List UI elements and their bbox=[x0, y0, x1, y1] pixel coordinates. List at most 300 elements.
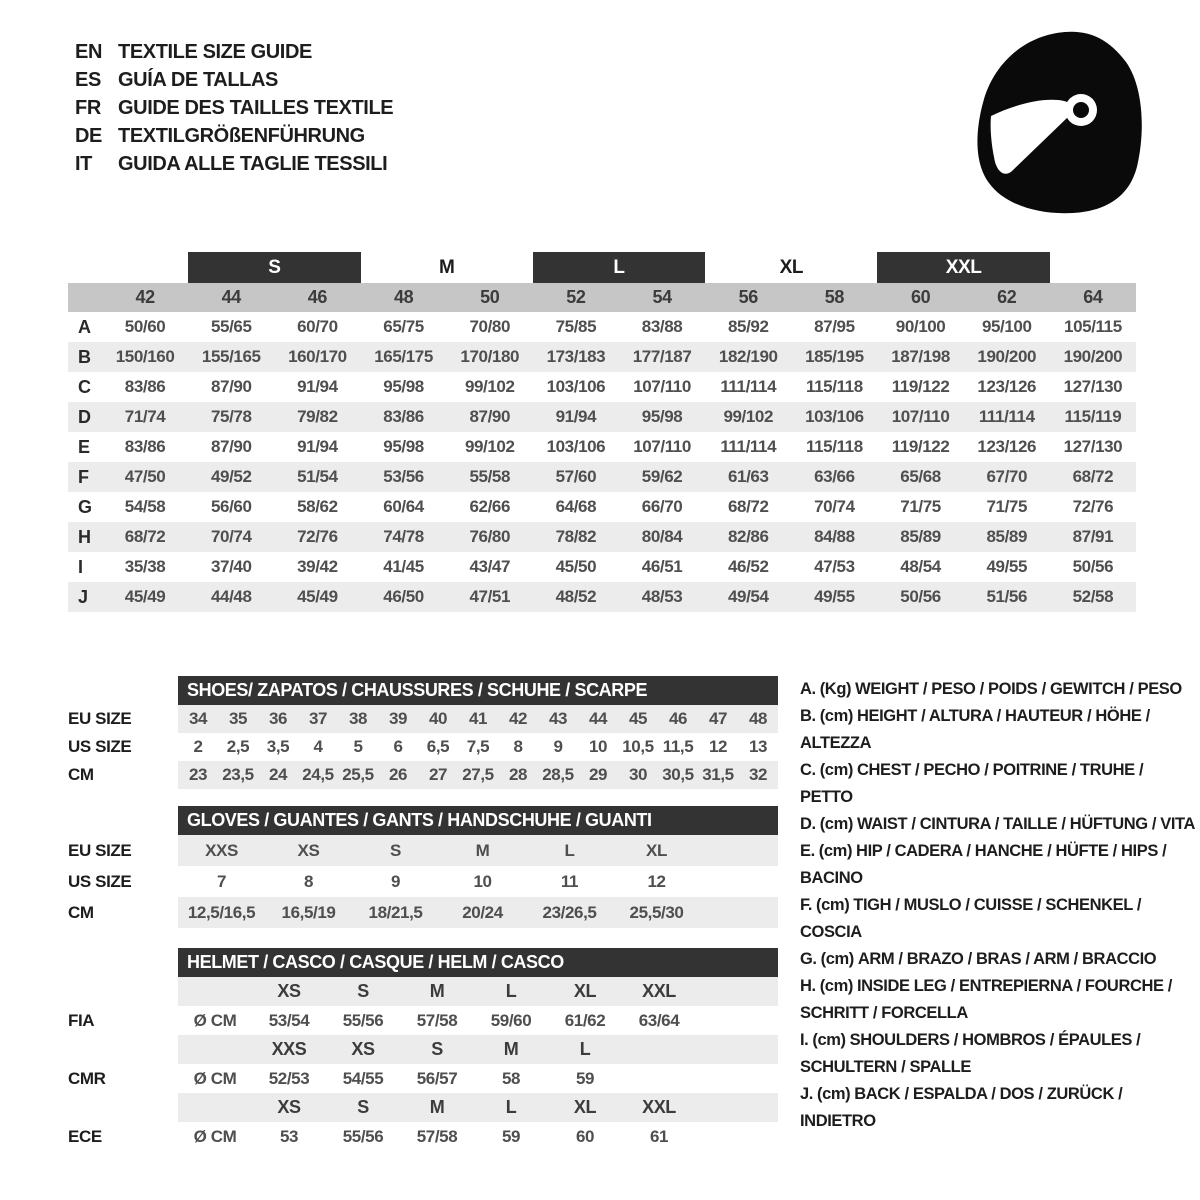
table-row bbox=[68, 402, 1136, 432]
size-value-cell: 54/58 bbox=[124, 497, 166, 516]
shoes-table-title: SHOES/ ZAPATOS / CHAUSSURES / SCHUHE / SCARPE bbox=[178, 676, 778, 705]
shoe-size-cell: 2 bbox=[193, 737, 203, 756]
shoe-size-cell: 28,5 bbox=[542, 765, 574, 784]
helmet-size-label: XS bbox=[277, 981, 301, 1001]
helmet-size-label: L bbox=[579, 1039, 591, 1059]
language-code: IT bbox=[75, 152, 92, 175]
table-row bbox=[68, 733, 778, 761]
size-value-cell: 48/53 bbox=[641, 587, 683, 606]
size-value-cell: 115/119 bbox=[1064, 407, 1122, 426]
size-value-cell: 85/89 bbox=[986, 527, 1028, 546]
size-label-s: S bbox=[188, 252, 360, 283]
size-value-cell: 91/94 bbox=[555, 407, 597, 426]
shoe-size-cell: 45 bbox=[628, 709, 648, 728]
table-row bbox=[68, 761, 778, 789]
size-value-cell: 127/130 bbox=[1063, 377, 1123, 396]
size-value-cell: 68/72 bbox=[727, 497, 769, 516]
size-value-cell: 78/82 bbox=[555, 527, 597, 546]
size-value-cell: 95/98 bbox=[383, 377, 424, 396]
size-value-cell: 67/70 bbox=[986, 467, 1028, 486]
size-value-cell: 49/55 bbox=[814, 587, 855, 606]
shoe-size-cell: 34 bbox=[188, 709, 208, 728]
glove-size-cell: XXS bbox=[205, 840, 238, 860]
size-value-cell: 39/42 bbox=[297, 557, 338, 576]
row-label-cm: CM bbox=[68, 902, 94, 922]
size-value-cell: 72/76 bbox=[297, 527, 338, 546]
textile-size-table bbox=[68, 252, 1136, 612]
size-value-cell: 70/80 bbox=[469, 317, 511, 336]
size-value-cell: 63/66 bbox=[814, 467, 855, 486]
size-value-cell: 82/86 bbox=[727, 527, 769, 546]
size-value-cell: 44/48 bbox=[210, 587, 252, 606]
language-code: ES bbox=[75, 68, 101, 91]
size-value-cell: 47/51 bbox=[469, 587, 511, 606]
helmet-size-label: L bbox=[505, 1097, 517, 1117]
size-value-cell: 95/100 bbox=[981, 317, 1032, 336]
helmet-size-cell: 59/60 bbox=[490, 1010, 532, 1030]
size-value-cell: 107/110 bbox=[633, 377, 691, 396]
legend-key: E. bbox=[800, 842, 815, 860]
size-value-cell: 107/110 bbox=[633, 437, 691, 456]
helmet-size-cell: 57/58 bbox=[416, 1010, 458, 1030]
gloves-table bbox=[68, 806, 778, 928]
row-values bbox=[178, 866, 778, 897]
helmet-size-cell: 58 bbox=[501, 1068, 521, 1088]
shoes-table bbox=[68, 676, 778, 789]
measure-letter-cell: E bbox=[78, 436, 90, 457]
size-value-cell: 61/63 bbox=[727, 467, 769, 486]
table-row bbox=[68, 492, 1136, 522]
shoe-size-cell: 32 bbox=[748, 765, 768, 784]
measurement-rows bbox=[68, 312, 1136, 612]
size-value-cell: 66/70 bbox=[641, 497, 683, 516]
legend-unit: (cm) bbox=[819, 761, 853, 779]
language-title: TEXTILGRÖßENFÜHRUNG bbox=[118, 124, 365, 147]
legend-key: D. bbox=[800, 815, 816, 833]
size-value-cell: 83/86 bbox=[383, 407, 424, 426]
legend-text: BACK / ESPALDA / DOS / ZURÜCK / INDIETRO bbox=[800, 1085, 1123, 1130]
legend-text: HEIGHT / ALTURA / HAUTEUR / HÖHE / ALTEZZA bbox=[800, 707, 1150, 752]
size-value-cell: 170/180 bbox=[460, 347, 520, 366]
helmet-table bbox=[68, 948, 778, 1151]
helmet-size-cell: 53/54 bbox=[268, 1010, 310, 1030]
shoe-size-cell: 47 bbox=[708, 709, 728, 728]
helmet-size-label: S bbox=[431, 1039, 443, 1059]
helmet-size-label: M bbox=[429, 1097, 445, 1117]
table-row bbox=[68, 705, 778, 733]
size-value-cell: 68/72 bbox=[124, 527, 166, 546]
language-title: GUIDE DES TAILLES TEXTILE bbox=[118, 96, 394, 119]
glove-size-cell: 20/24 bbox=[462, 902, 503, 922]
legend-unit: (Kg) bbox=[819, 680, 852, 698]
shoe-size-cell: 10 bbox=[588, 737, 608, 756]
helmet-size-label: XL bbox=[573, 981, 597, 1001]
legend-key: C. bbox=[800, 761, 816, 779]
size-value-cell: 58/62 bbox=[297, 497, 338, 516]
size-value-cell: 51/54 bbox=[297, 467, 338, 486]
size-value-cell: 71/75 bbox=[900, 497, 941, 516]
euro-size-cell: 58 bbox=[824, 287, 845, 307]
size-value-cell: 83/86 bbox=[124, 437, 166, 456]
size-value-cell: 95/98 bbox=[383, 437, 424, 456]
shoe-size-cell: 46 bbox=[668, 709, 688, 728]
size-value-cell: 60/64 bbox=[383, 497, 424, 516]
measure-letter-cell: H bbox=[78, 526, 91, 547]
glove-size-cell: XS bbox=[297, 840, 320, 860]
table-row bbox=[68, 462, 1136, 492]
row-values bbox=[178, 1064, 778, 1093]
language-row bbox=[75, 122, 393, 150]
size-value-cell: 75/85 bbox=[555, 317, 597, 336]
language-row bbox=[75, 66, 393, 94]
legend-text: INSIDE LEG / ENTREPIERNA / FOURCHE / SCHRITT / FORCELLA bbox=[800, 977, 1172, 1022]
size-value-cell: 57/60 bbox=[555, 467, 597, 486]
size-value-cell: 50/60 bbox=[124, 317, 166, 336]
size-value-cell: 51/56 bbox=[986, 587, 1028, 606]
table-row bbox=[68, 1093, 778, 1122]
row-label-eu-size: EU SIZE bbox=[68, 840, 132, 860]
size-header-row bbox=[68, 252, 1136, 283]
size-value-cell: 55/58 bbox=[469, 467, 511, 486]
row-label-us-size: US SIZE bbox=[68, 871, 132, 891]
legend-key: B. bbox=[800, 707, 816, 725]
size-value-cell: 165/175 bbox=[374, 347, 433, 366]
helmet-size-cell: 52/53 bbox=[268, 1068, 310, 1088]
shoe-size-cell: 40 bbox=[428, 709, 448, 728]
size-value-cell: 60/70 bbox=[297, 317, 338, 336]
shoe-size-cell: 10,5 bbox=[622, 737, 654, 756]
shoe-size-cell: 48 bbox=[748, 709, 768, 728]
helmet-size-cell: 55/56 bbox=[342, 1126, 384, 1146]
shoe-size-cell: 9 bbox=[553, 737, 563, 756]
table-row bbox=[68, 1006, 778, 1035]
size-value-cell: 115/118 bbox=[806, 437, 863, 456]
euro-size-band bbox=[68, 283, 1136, 312]
size-value-cell: 45/50 bbox=[555, 557, 597, 576]
legend-item bbox=[800, 1027, 1200, 1081]
helmet-size-label: XXL bbox=[642, 981, 676, 1001]
size-value-cell: 47/53 bbox=[814, 557, 855, 576]
size-value-cell: 185/195 bbox=[805, 347, 864, 366]
table-row bbox=[68, 835, 778, 866]
legend-unit: (cm) bbox=[819, 815, 853, 833]
size-value-cell: 150/160 bbox=[115, 347, 175, 366]
row-label-cmr: CMR bbox=[68, 1068, 106, 1088]
legend-key: A. bbox=[800, 680, 816, 698]
legend-item bbox=[800, 1081, 1200, 1135]
size-value-cell: 55/65 bbox=[210, 317, 252, 336]
legend-key: F. bbox=[800, 896, 813, 914]
shoe-size-cell: 2,5 bbox=[226, 737, 250, 756]
size-value-cell: 83/88 bbox=[641, 317, 683, 336]
legend-key: J. bbox=[800, 1085, 813, 1103]
glove-size-cell: 12,5/16,5 bbox=[187, 902, 256, 922]
shoe-size-cell: 6,5 bbox=[426, 737, 450, 756]
size-value-cell: 46/50 bbox=[383, 587, 424, 606]
size-value-cell: 74/78 bbox=[383, 527, 424, 546]
legend-text: SHOULDERS / HOMBROS / ÉPAULES / SCHULTERN / SPALLE bbox=[800, 1031, 1141, 1076]
size-value-cell: 68/72 bbox=[1072, 467, 1114, 486]
size-value-cell: 53/56 bbox=[383, 467, 424, 486]
size-value-cell: 87/90 bbox=[210, 437, 252, 456]
shoe-size-cell: 8 bbox=[513, 737, 523, 756]
shoe-size-cell: 4 bbox=[313, 737, 323, 756]
legend-key: G. bbox=[800, 950, 817, 968]
glove-size-cell: 12 bbox=[647, 871, 666, 891]
legend-item bbox=[800, 892, 1200, 946]
glove-size-cell: 18/21,5 bbox=[368, 902, 423, 922]
helmet-size-cell: 56/57 bbox=[416, 1068, 458, 1088]
row-label-eu-size: EU SIZE bbox=[68, 709, 132, 728]
helmet-size-cell: 60 bbox=[575, 1126, 595, 1146]
size-value-cell: 43/47 bbox=[469, 557, 511, 576]
language-row bbox=[75, 94, 393, 122]
helmet-size-band bbox=[178, 1093, 778, 1122]
size-value-cell: 99/102 bbox=[723, 407, 774, 426]
shoe-size-cell: 23,5 bbox=[222, 765, 254, 784]
table-row bbox=[68, 312, 1136, 342]
legend-text: WEIGHT / PESO / POIDS / GEWITCH / PESO bbox=[855, 680, 1182, 698]
euro-size-cell: 64 bbox=[1083, 287, 1103, 307]
size-value-cell: 111/114 bbox=[720, 377, 777, 396]
size-value-cell: 37/40 bbox=[210, 557, 252, 576]
language-code: EN bbox=[75, 40, 102, 63]
measure-letter-cell: B bbox=[78, 346, 91, 367]
table-row bbox=[68, 432, 1136, 462]
legend-item bbox=[800, 703, 1200, 757]
size-label-l: L bbox=[533, 252, 705, 283]
size-value-cell: 85/92 bbox=[727, 317, 769, 336]
shoe-size-cell: 13 bbox=[748, 737, 768, 756]
euro-size-cell: 62 bbox=[997, 287, 1017, 307]
glove-size-cell: 7 bbox=[216, 871, 227, 891]
legend-item bbox=[800, 973, 1200, 1027]
shoe-size-cell: 24,5 bbox=[302, 765, 334, 784]
language-title: GUIDA ALLE TAGLIE TESSILI bbox=[118, 152, 388, 175]
row-label-fia: FIA bbox=[68, 1010, 95, 1030]
size-value-cell: 119/122 bbox=[891, 377, 950, 396]
size-value-cell: 190/200 bbox=[1063, 347, 1123, 366]
size-value-cell: 59/62 bbox=[641, 467, 683, 486]
size-value-cell: 70/74 bbox=[210, 527, 252, 546]
size-value-cell: 75/78 bbox=[210, 407, 252, 426]
size-value-cell: 85/89 bbox=[900, 527, 941, 546]
size-value-cell: 65/68 bbox=[900, 467, 941, 486]
row-values bbox=[178, 733, 778, 761]
size-label-xl: XL bbox=[779, 256, 804, 278]
shoe-size-cell: 7,5 bbox=[466, 737, 490, 756]
size-value-cell: 80/84 bbox=[641, 527, 683, 546]
legend-item bbox=[800, 676, 1200, 703]
size-value-cell: 41/45 bbox=[383, 557, 424, 576]
size-value-cell: 52/58 bbox=[1072, 587, 1114, 606]
shoe-size-cell: 25,5 bbox=[342, 765, 374, 784]
legend-text: WAIST / CINTURA / TAILLE / HÜFTUNG / VITA bbox=[856, 815, 1195, 833]
shoe-size-cell: 3,5 bbox=[266, 737, 290, 756]
euro-size-cell: 42 bbox=[135, 287, 155, 307]
glove-size-cell: XL bbox=[646, 840, 667, 860]
helmet-size-band bbox=[178, 1035, 778, 1064]
shoe-size-cell: 5 bbox=[353, 737, 363, 756]
diameter-cm-label: Ø CM bbox=[193, 1068, 237, 1088]
size-value-cell: 182/190 bbox=[718, 347, 778, 366]
size-value-cell: 155/165 bbox=[201, 347, 261, 366]
gloves-table-title: GLOVES / GUANTES / GANTS / HANDSCHUHE / GUANTI bbox=[178, 806, 778, 835]
size-value-cell: 45/49 bbox=[124, 587, 166, 606]
legend-text: CHEST / PECHO / POITRINE / TRUHE / PETTO bbox=[800, 761, 1144, 806]
measure-letter-cell: G bbox=[78, 496, 92, 517]
language-row bbox=[75, 150, 393, 178]
shoe-size-cell: 39 bbox=[388, 709, 408, 728]
helmet-size-cell: 54/55 bbox=[342, 1068, 384, 1088]
size-value-cell: 76/80 bbox=[469, 527, 511, 546]
size-value-cell: 50/56 bbox=[900, 587, 941, 606]
shoe-size-cell: 27 bbox=[428, 765, 448, 784]
euro-size-cell: 52 bbox=[566, 287, 586, 307]
row-values bbox=[178, 1122, 778, 1151]
legend-unit: (cm) bbox=[812, 1031, 846, 1049]
size-value-cell: 70/74 bbox=[814, 497, 855, 516]
legend-key: H. bbox=[800, 977, 816, 995]
euro-size-cell: 46 bbox=[307, 287, 328, 307]
shoe-size-cell: 11,5 bbox=[662, 737, 694, 756]
shoe-size-cell: 30 bbox=[628, 765, 648, 784]
glove-size-cell: 8 bbox=[303, 871, 314, 891]
helmet-size-label: S bbox=[357, 1097, 369, 1117]
table-row bbox=[68, 552, 1136, 582]
size-value-cell: 49/52 bbox=[210, 467, 252, 486]
language-list bbox=[75, 38, 393, 178]
table-row bbox=[68, 866, 778, 897]
legend-item bbox=[800, 946, 1200, 973]
helmet-size-label: XXL bbox=[642, 1097, 676, 1117]
helmet-size-cell: 57/58 bbox=[416, 1126, 458, 1146]
legend-text: TIGH / MUSLO / CUISSE / SCHENKEL / COSCIA bbox=[800, 896, 1142, 941]
measure-letter-cell: F bbox=[78, 466, 89, 487]
measurement-legend bbox=[800, 676, 1200, 1135]
size-value-cell: 107/110 bbox=[891, 407, 950, 426]
glove-size-cell: 11 bbox=[560, 871, 579, 891]
table-row bbox=[68, 977, 778, 1006]
glove-size-cell: 10 bbox=[473, 871, 492, 891]
size-value-cell: 119/122 bbox=[891, 437, 950, 456]
helmet-size-label: XS bbox=[351, 1039, 375, 1059]
glove-size-cell: 23/26,5 bbox=[542, 902, 597, 922]
measure-letter-cell: J bbox=[78, 586, 88, 607]
size-value-cell: 49/55 bbox=[986, 557, 1028, 576]
shoe-size-cell: 38 bbox=[348, 709, 368, 728]
euro-size-cell: 44 bbox=[221, 287, 241, 307]
size-value-cell: 47/50 bbox=[124, 467, 166, 486]
size-value-cell: 95/98 bbox=[641, 407, 683, 426]
size-value-cell: 87/91 bbox=[1072, 527, 1114, 546]
size-value-cell: 99/102 bbox=[464, 377, 515, 396]
measure-letter-cell: D bbox=[78, 406, 91, 427]
shoe-size-cell: 42 bbox=[508, 709, 528, 728]
size-value-cell: 65/75 bbox=[383, 317, 424, 336]
shoe-size-cell: 35 bbox=[228, 709, 248, 728]
helmet-size-cell: 59 bbox=[501, 1126, 521, 1146]
shoe-size-cell: 6 bbox=[393, 737, 403, 756]
shoe-size-cell: 31,5 bbox=[702, 765, 734, 784]
size-value-cell: 87/90 bbox=[469, 407, 511, 426]
euro-size-cell: 60 bbox=[910, 287, 931, 307]
measure-letter-cell: A bbox=[78, 316, 91, 337]
row-values bbox=[178, 835, 778, 866]
size-value-cell: 177/187 bbox=[632, 347, 692, 366]
table-row bbox=[68, 1064, 778, 1093]
size-value-cell: 83/86 bbox=[124, 377, 166, 396]
size-value-cell: 103/106 bbox=[546, 437, 606, 456]
shoe-size-cell: 44 bbox=[588, 709, 608, 728]
legend-text: HIP / CADERA / HANCHE / HÜFTE / HIPS / BACINO bbox=[800, 842, 1167, 887]
size-value-cell: 62/66 bbox=[469, 497, 511, 516]
size-value-cell: 99/102 bbox=[464, 437, 515, 456]
helmet-size-cell: 61 bbox=[649, 1126, 669, 1146]
size-value-cell: 64/68 bbox=[555, 497, 597, 516]
size-value-cell: 48/54 bbox=[900, 557, 941, 576]
size-value-cell: 79/82 bbox=[297, 407, 338, 426]
diameter-cm-label: Ø CM bbox=[193, 1126, 237, 1146]
size-value-cell: 103/106 bbox=[546, 377, 606, 396]
shoe-size-cell: 29 bbox=[588, 765, 608, 784]
helmet-size-band bbox=[178, 977, 778, 1006]
diameter-cm-label: Ø CM bbox=[193, 1010, 237, 1030]
helmet-size-cell: 53 bbox=[279, 1126, 299, 1146]
size-value-cell: 45/49 bbox=[297, 587, 338, 606]
size-value-cell: 84/88 bbox=[814, 527, 855, 546]
legend-unit: (cm) bbox=[820, 950, 854, 968]
table-row bbox=[68, 522, 1136, 552]
shoe-size-cell: 41 bbox=[468, 709, 488, 728]
euro-size-cell: 48 bbox=[393, 287, 414, 307]
helmet-size-label: XL bbox=[573, 1097, 597, 1117]
racing-helmet-icon bbox=[968, 22, 1168, 217]
size-value-cell: 111/114 bbox=[720, 437, 777, 456]
shoe-size-cell: 23 bbox=[188, 765, 208, 784]
size-value-cell: 71/75 bbox=[986, 497, 1028, 516]
size-value-cell: 105/115 bbox=[1064, 317, 1122, 336]
shoe-size-cell: 27,5 bbox=[462, 765, 494, 784]
helmet-size-label: S bbox=[357, 981, 369, 1001]
size-value-cell: 90/100 bbox=[895, 317, 946, 336]
size-value-cell: 91/94 bbox=[297, 437, 338, 456]
helmet-size-label: L bbox=[505, 981, 517, 1001]
size-value-cell: 111/114 bbox=[978, 407, 1035, 426]
legend-key: I. bbox=[800, 1031, 809, 1049]
table-row bbox=[68, 372, 1136, 402]
size-value-cell: 123/126 bbox=[977, 377, 1037, 396]
shoe-size-cell: 37 bbox=[308, 709, 328, 728]
shoe-size-cell: 24 bbox=[268, 765, 288, 784]
measure-letter-cell: C bbox=[78, 376, 91, 397]
size-value-cell: 56/60 bbox=[210, 497, 252, 516]
glove-size-cell: L bbox=[564, 840, 575, 860]
row-values bbox=[178, 761, 778, 789]
measure-letter-cell: I bbox=[78, 556, 83, 577]
size-value-cell: 160/170 bbox=[288, 347, 347, 366]
language-code: DE bbox=[75, 124, 102, 147]
table-row bbox=[68, 897, 778, 928]
legend-unit: (cm) bbox=[818, 842, 853, 860]
euro-size-cell: 50 bbox=[480, 287, 500, 307]
size-value-cell: 87/90 bbox=[210, 377, 252, 396]
helmet-size-cell: 61/62 bbox=[564, 1010, 606, 1030]
size-value-cell: 49/54 bbox=[727, 587, 769, 606]
size-value-cell: 91/94 bbox=[297, 377, 338, 396]
row-values bbox=[178, 897, 778, 928]
size-value-cell: 71/74 bbox=[124, 407, 166, 426]
